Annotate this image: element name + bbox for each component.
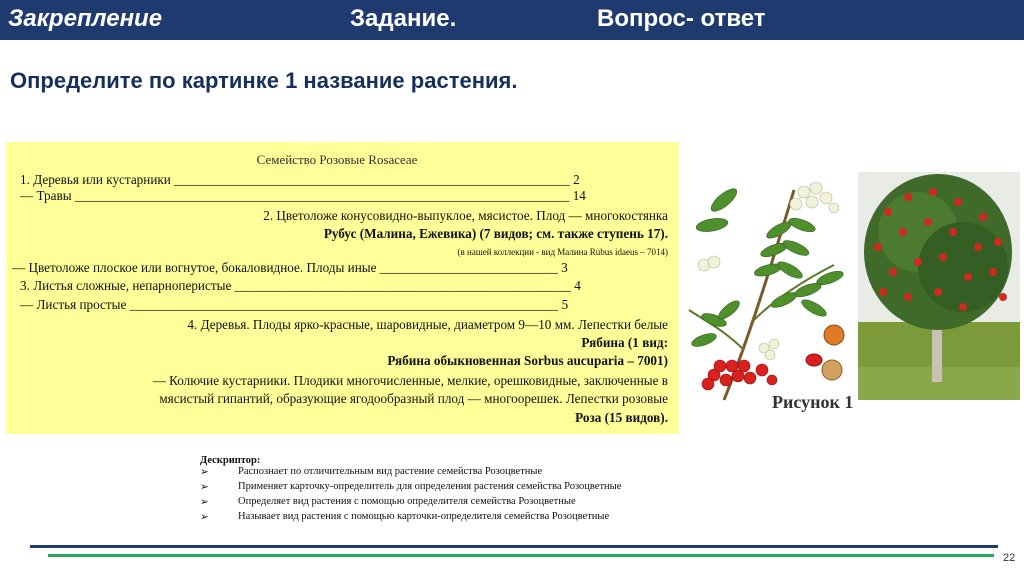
key-line: — Колючие кустарники. Плодики многочисленные, мелкие, орешковидные, заключенные в: [152, 373, 668, 388]
key-line: — Травы ___________________________________________________________________________ 14: [20, 188, 586, 203]
title-qa: Вопрос- ответ: [597, 5, 766, 32]
title-consolidation: Закрепление: [8, 5, 163, 32]
identification-key: [6, 142, 679, 434]
bullet-arrow-icon: ➢: [200, 482, 209, 493]
descriptor: [200, 455, 622, 526]
key-line-note: (в нашей коллекции - вид Малина Rubus idaeus – 7014): [457, 247, 668, 257]
key-title: Семейство Розовые Rosaceae: [256, 152, 418, 167]
descriptor-item: ➢ Применяет карточку-определитель для определения растения семейства Розоцветные: [200, 481, 622, 493]
title-bar: [0, 0, 1024, 40]
descriptor-item: ➢ Называет вид растения с помощью карточки-определителя семейства Розоцветные: [200, 511, 610, 523]
key-line: Рябина (1 вид:: [581, 335, 668, 350]
bullet-arrow-icon: ➢: [200, 467, 209, 478]
footer-divider-blue: [30, 545, 998, 548]
rowan-illustration: [684, 170, 856, 414]
footer-divider-green: [48, 554, 994, 557]
title-task: Задание.: [350, 5, 457, 32]
key-line: Рубус (Малина, Ежевика) (7 видов; см. также ступень 17).: [323, 226, 668, 241]
rowan-tree-photo: [858, 172, 1020, 400]
key-line: 3. Листья сложные, непарноперистые ___________________________________________________ 4: [20, 278, 581, 293]
descriptor-item: ➢ Определяет вид растения с помощью определителя семейства Розоцветные: [200, 496, 576, 508]
key-line: 4. Деревья. Плоды ярко-красные, шаровидные, диаметром 9—10 мм. Лепестки белые: [187, 317, 668, 332]
bullet-arrow-icon: ➢: [200, 512, 209, 523]
descriptor-item: ➢ Распознает по отличительным вид растение семейства Розоцветные: [200, 466, 543, 478]
key-line: 1. Деревья или кустарники ____________________________________________________________ 2: [20, 172, 580, 187]
key-line: Роза (15 видов).: [575, 410, 668, 425]
figure-label: Рисунок 1: [772, 392, 854, 412]
key-line: 2. Цветоложе конусовидно-выпуклое, мясистое. Плод — многокостянка: [263, 208, 668, 223]
key-line: — Цветоложе плоское или вогнутое, бокаловидное. Плоды иные ___________________________ 3: [12, 260, 568, 275]
key-line: — Листья простые _________________________________________________________________ 5: [20, 297, 569, 312]
bullet-arrow-icon: ➢: [200, 497, 209, 508]
page-number: 22: [1003, 552, 1016, 564]
question-text: Определите по картинке 1 название растения.: [10, 68, 518, 93]
key-line: Рябина обыкновенная Sorbus aucuparia – 7001): [387, 353, 668, 368]
descriptor-heading: Дескриптор:: [200, 455, 261, 466]
key-line: мясистый гипантий, образующие ягодообразный плод — многоорешек. Лепестки розовые: [159, 391, 668, 406]
